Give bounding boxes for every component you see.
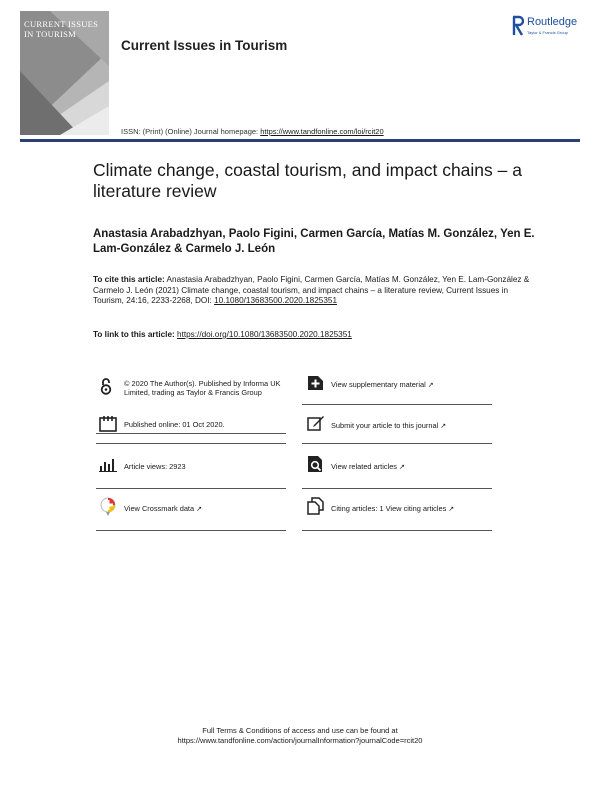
calendar-icon	[99, 415, 117, 432]
link-to-article	[93, 330, 352, 339]
article-title: Climate change, coastal tourism, and impact chains – a literature review	[93, 160, 522, 201]
publisher-tagline: Taylor & Francis Group	[527, 30, 568, 35]
submit-article-pencil-icon	[307, 415, 325, 431]
external-link-icon: ↗	[448, 506, 455, 513]
divider	[302, 530, 492, 531]
divider	[96, 488, 286, 489]
divider	[96, 530, 286, 531]
divider	[302, 404, 492, 405]
divider	[96, 443, 286, 444]
article-authors: Anastasia Arabadzhyan, Paolo Figini, Carmen García, Matías M. González, Yen E. Lam-González & Carmelo J. León	[93, 228, 535, 255]
routledge-r-icon	[511, 15, 525, 37]
divider	[96, 433, 286, 434]
divider	[302, 488, 492, 489]
citing-articles-link[interactable]: Citing articles: 1 View citing articles ↗	[331, 504, 455, 513]
header-divider	[20, 139, 580, 142]
journal-cover-image	[20, 11, 109, 135]
open-access-lock-icon	[100, 377, 112, 395]
journal-homepage-link[interactable]: https://www.tandfonline.com/loi/rcit20	[260, 127, 384, 136]
external-link-icon: ↗	[399, 464, 405, 471]
citation-block	[93, 275, 533, 307]
publisher-name: Routledge	[527, 16, 578, 28]
footer-terms-link[interactable]: https://www.tandfonline.com/action/journalInformation?journalCode=rcit20	[177, 736, 423, 745]
doi-link[interactable]: 10.1080/13683500.2020.1825351	[214, 296, 337, 305]
cite-label: To cite this article:	[93, 275, 165, 284]
journal-title[interactable]: Current Issues in Tourism	[121, 38, 288, 53]
crossmark-icon	[100, 497, 116, 517]
submit-article-link[interactable]: Submit your article to this journal ↗	[331, 421, 447, 430]
issn-text: ISSN: (Print) (Online) Journal homepage:	[121, 127, 261, 136]
publisher-logo[interactable]	[511, 15, 591, 41]
footer-line-1: Full Terms & Conditions of access and use can be found at	[202, 726, 398, 735]
cite-text: Anastasia Arabadzhyan, Paolo Figini, Carmen García, Matías M. González, Yen E. Lam-González & Carmelo J. León (2021) Climate change, coastal tourism, and impact chains – a literature review, Current Issues in Tourism, 24:16, 2233-2268, DOI:	[93, 275, 530, 305]
article-views: Article views: 2923	[124, 462, 186, 471]
related-articles-search-icon	[307, 455, 325, 473]
related-articles-link[interactable]: View related articles ↗	[331, 462, 405, 471]
issn-line	[121, 127, 384, 136]
citing-articles-icon	[307, 497, 325, 515]
link-label: To link to this article:	[93, 330, 178, 339]
article-doi-url[interactable]: https://doi.org/10.1080/13683500.2020.1825351	[177, 330, 352, 339]
external-link-icon: ↗	[440, 423, 447, 430]
divider	[302, 443, 492, 444]
supplementary-material-icon	[307, 375, 324, 391]
open-access-text: © 2020 The Author(s). Published by Informa UK Limited, trading as Taylor & Francis Group	[124, 379, 281, 397]
published-date: Published online: 01 Oct 2020.	[124, 420, 225, 429]
cover-title: CURRENT ISSUES IN TOURISM	[24, 19, 99, 39]
view-supplementary-link[interactable]: View supplementary material ↗	[331, 380, 434, 389]
footer-terms	[0, 726, 600, 746]
external-link-icon: ↗	[427, 382, 434, 389]
crossmark-link[interactable]: View Crossmark data ↗	[124, 504, 202, 513]
bar-chart-icon	[99, 458, 117, 472]
external-link-icon: ↗	[196, 506, 202, 513]
